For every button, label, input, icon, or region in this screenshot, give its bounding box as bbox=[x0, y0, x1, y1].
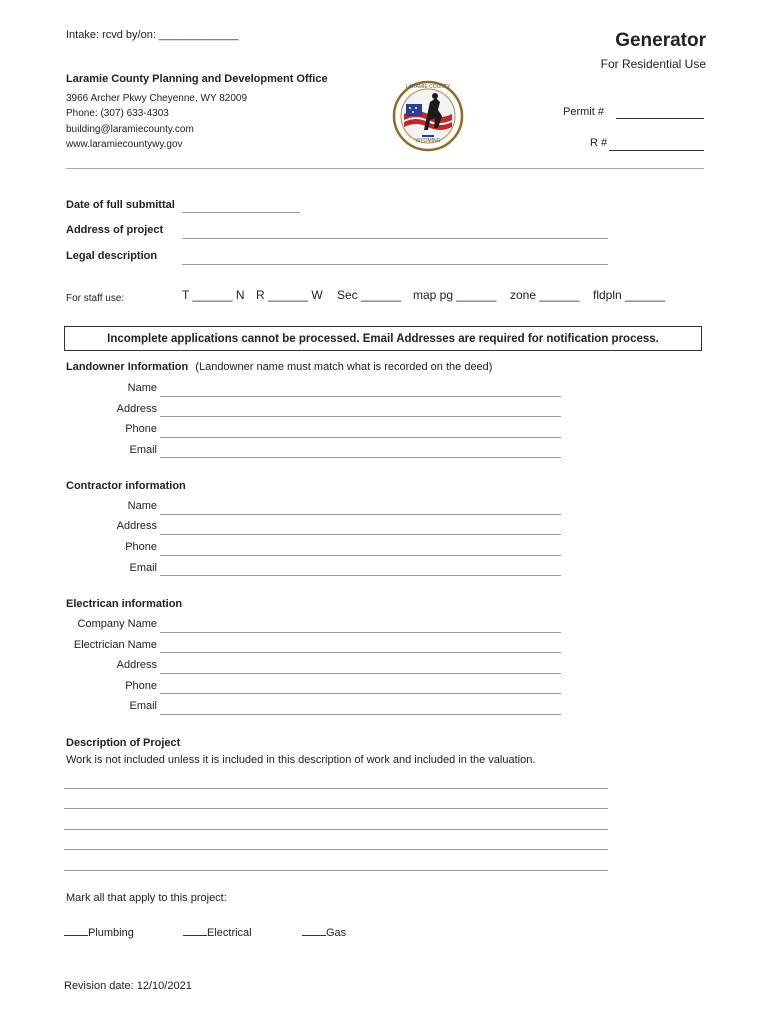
contractor-address-label: Address bbox=[116, 520, 157, 532]
contractor-heading: Contractor information bbox=[66, 480, 186, 492]
description-note: Work is not included unless it is included in this description of work and included in the valuation. bbox=[66, 754, 536, 766]
office-address: 3966 Archer Pkwy Cheyenne, WY 82009 bbox=[66, 93, 248, 104]
notice-box bbox=[64, 326, 702, 351]
legal-description-label: Legal description bbox=[66, 250, 158, 262]
landowner-heading-row bbox=[66, 361, 492, 373]
staff-map-page[interactable]: map pg ______ bbox=[413, 288, 497, 302]
contractor-phone-label: Phone bbox=[125, 541, 157, 553]
description-line-3[interactable] bbox=[64, 829, 608, 830]
landowner-heading: Landowner Information bbox=[66, 361, 189, 373]
date-submittal-label: Date of full submittal bbox=[66, 199, 175, 211]
electrician-email-label: Email bbox=[129, 700, 157, 712]
description-line-4[interactable] bbox=[64, 849, 608, 850]
office-phone: Phone: (307) 633-4303 bbox=[66, 108, 169, 119]
staff-floodplain[interactable]: fldpln ______ bbox=[593, 288, 666, 302]
staff-use-label: For staff use: bbox=[66, 293, 125, 304]
electrician-address-field[interactable] bbox=[160, 673, 561, 674]
apply-label: Mark all that apply to this project: bbox=[66, 892, 227, 904]
staff-range[interactable]: R ______ W bbox=[256, 288, 323, 302]
gas-label: Gas bbox=[326, 927, 347, 939]
electrician-email-field[interactable] bbox=[160, 714, 561, 715]
electrician-address-label: Address bbox=[116, 659, 157, 671]
form-subtitle: For Residential Use bbox=[600, 57, 706, 71]
seal-text-bottom: WYOMING bbox=[415, 138, 441, 144]
gas-checkmark-line[interactable] bbox=[302, 926, 326, 936]
plumbing-label: Plumbing bbox=[88, 927, 134, 939]
electrician-name-field[interactable] bbox=[160, 652, 561, 653]
electrician-company-label: Company Name bbox=[77, 618, 157, 630]
staff-township[interactable]: T ______ N bbox=[182, 288, 245, 302]
landowner-note: (Landowner name must match what is recorded on the deed) bbox=[195, 361, 493, 373]
office-email[interactable]: building@laramiecounty.com bbox=[66, 124, 194, 135]
seal-text-top: LARAMIE COUNTY bbox=[405, 84, 451, 90]
r-number-field[interactable] bbox=[609, 150, 704, 151]
form-title: Generator bbox=[615, 30, 706, 51]
option-electrical[interactable] bbox=[183, 926, 252, 939]
date-submittal-field[interactable] bbox=[182, 212, 300, 213]
header-divider bbox=[66, 168, 704, 169]
landowner-name-label: Name bbox=[127, 382, 157, 394]
electrician-company-field[interactable] bbox=[160, 632, 561, 633]
permit-number-field[interactable] bbox=[616, 118, 704, 119]
electrical-checkmark-line[interactable] bbox=[183, 926, 207, 936]
landowner-email-field[interactable] bbox=[160, 457, 561, 458]
revision-date: Revision date: 12/10/2021 bbox=[64, 980, 192, 992]
description-heading: Description of Project bbox=[66, 737, 181, 749]
notice-text: Incomplete applications cannot be processed. Email Addresses are required for notification process. bbox=[107, 333, 659, 345]
contractor-phone-field[interactable] bbox=[160, 555, 561, 556]
contractor-email-field[interactable] bbox=[160, 575, 561, 576]
electrician-phone-field[interactable] bbox=[160, 693, 561, 694]
landowner-phone-label: Phone bbox=[125, 423, 157, 435]
staff-section[interactable]: Sec ______ bbox=[337, 288, 402, 302]
description-line-5[interactable] bbox=[64, 870, 608, 871]
office-name: Laramie County Planning and Development Office bbox=[66, 73, 328, 85]
landowner-email-label: Email bbox=[129, 444, 157, 456]
county-seal bbox=[392, 80, 464, 152]
project-address-label: Address of project bbox=[66, 224, 164, 236]
landowner-address-field[interactable] bbox=[160, 416, 561, 417]
electrician-name-label: Electrician Name bbox=[73, 639, 157, 651]
landowner-name-field[interactable] bbox=[160, 396, 561, 397]
office-website[interactable]: www.laramiecountywy.gov bbox=[66, 139, 183, 150]
electrician-heading: Electrican information bbox=[66, 598, 183, 610]
legal-description-field[interactable] bbox=[182, 264, 608, 265]
contractor-name-field[interactable] bbox=[160, 514, 561, 515]
landowner-phone-field[interactable] bbox=[160, 437, 561, 438]
landowner-address-label: Address bbox=[116, 403, 157, 415]
project-address-field[interactable] bbox=[182, 238, 608, 239]
contractor-name-label: Name bbox=[127, 500, 157, 512]
electrical-label: Electrical bbox=[207, 927, 252, 939]
r-number-label: R # bbox=[590, 137, 608, 149]
intake-field[interactable]: Intake: rcvd by/on: _____________ bbox=[66, 29, 239, 41]
description-line-2[interactable] bbox=[64, 808, 608, 809]
option-plumbing[interactable] bbox=[64, 926, 134, 939]
staff-zone[interactable]: zone ______ bbox=[510, 288, 580, 302]
electrician-phone-label: Phone bbox=[125, 680, 157, 692]
plumbing-checkmark-line[interactable] bbox=[64, 926, 88, 936]
contractor-email-label: Email bbox=[129, 562, 157, 574]
permit-number-label: Permit # bbox=[563, 106, 604, 118]
contractor-address-field[interactable] bbox=[160, 534, 561, 535]
option-gas[interactable] bbox=[302, 926, 346, 939]
description-line-1[interactable] bbox=[64, 788, 608, 789]
